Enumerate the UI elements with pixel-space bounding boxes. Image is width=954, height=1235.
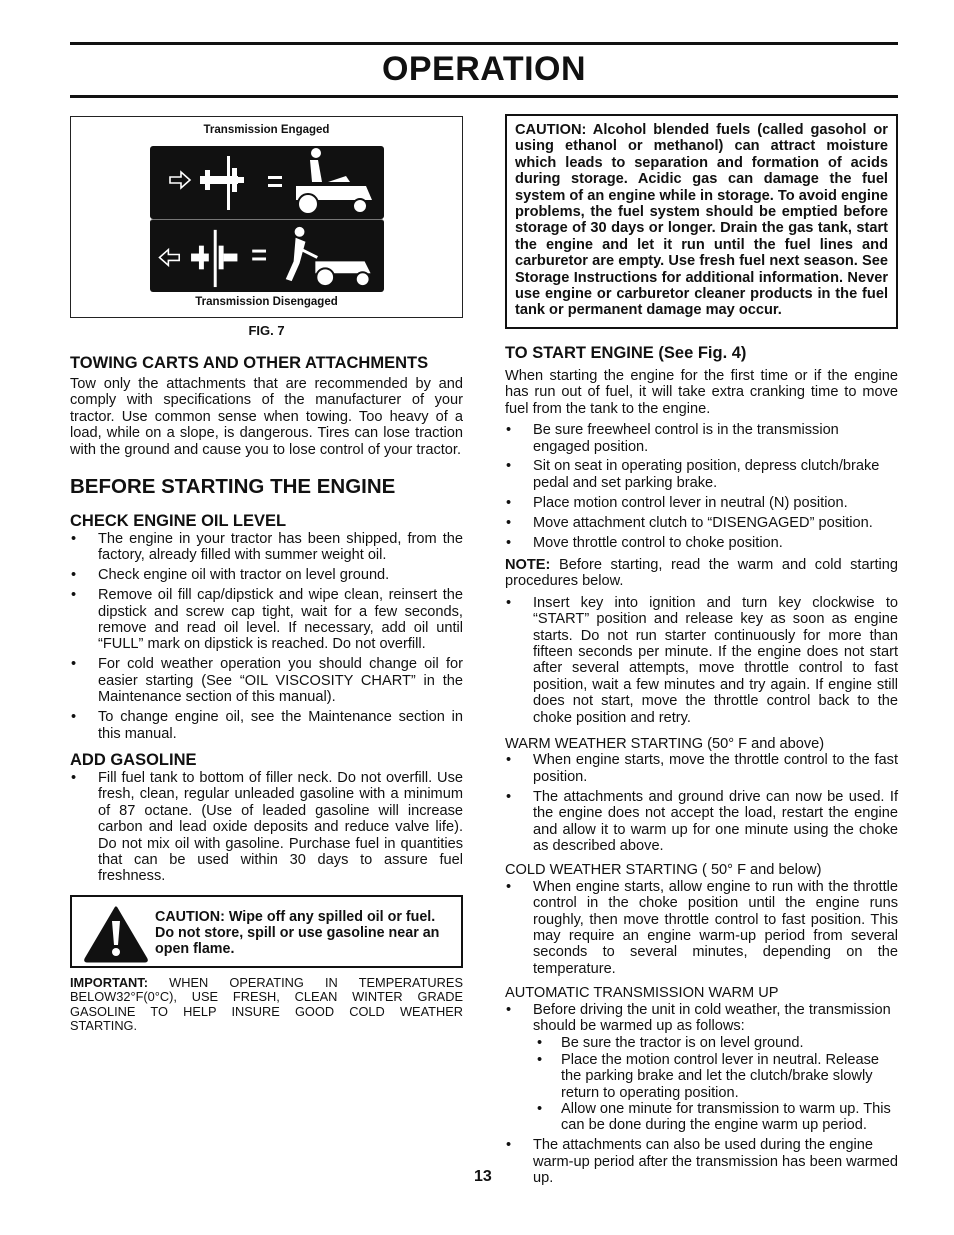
list-item: • Move attachment clutch to “DISENGAGED” position. (505, 515, 898, 531)
transmission-disengaged-icon (150, 220, 384, 292)
figure-7 (70, 116, 463, 318)
heading-cold-weather: COLD WEATHER STARTING ( 50° F and below) (505, 862, 822, 879)
list-item: • Fill fuel tank to bottom of filler neck. Do not overfill. Use fresh, clean, regular unleaded gasoline with a minimum of 87 octane. (Use of leaded gasoline will increase carbon and lead oxide deposits and reduce valve life). Do not mix oil with gasoline. Purchase fuel in quantities that can be used within 30 days to assure fuel freshness. (70, 770, 463, 885)
list-item: • The attachments and ground drive can now be used. If the engine does not accept the load, restart the engine and allow it to warm up for one minute using the choke as described above. (505, 789, 898, 855)
list-item: • Move throttle control to choke position. (505, 535, 898, 551)
sub-list-item: • Be sure the tractor is on level ground. (533, 1035, 898, 1051)
note-text: Before starting, read the warm and cold starting procedures below. (505, 556, 898, 590)
left-column (70, 116, 463, 1033)
start-list (505, 422, 898, 551)
heading-warm-weather: WARM WEATHER STARTING (50° F and above) (505, 736, 825, 752)
list-item: • When engine starts, allow engine to run with the throttle control in the choke position until the engine runs roughly, then move throttle control to fast position. This may require an engine warm-up period from several seconds to several minutes, depending on the temperature. (505, 879, 898, 977)
heading-auto-transmission: AUTOMATIC TRANSMISSION WARM UP (505, 985, 779, 1002)
start-list-2 (505, 595, 898, 726)
page-number: 13 (474, 1168, 492, 1185)
note-label: NOTE: (505, 556, 551, 573)
list-item: • Place motion control lever in neutral (N) position. (505, 495, 898, 511)
important-text: WHEN OPERATING IN TEMPERATURES BELOW32°F(0°C), USE FRESH, CLEAN WINTER GRADE GASOLINE TO HELP INSURE GOOD COLD WEATHER STARTING. (70, 974, 463, 1033)
caution-alcohol-text: CAUTION: Alcohol blended fuels (called gasohol or using ethanol or methanol) can attract moisture which leads to separation and formation of acids during storage. Acidic gas can damage the fuel system of an engine while in storage. To avoid engine problems, the fuel system should be emptied before storage of 30 days or longer. Drain the gas tank, start the engine and let it run until the fuel lines and carburetor are empty. Use fresh fuel next season. See Storage Instructions for additional information. Never use engine or carburetor cleaner products in the fuel tank or permanent damage may occur. (515, 122, 888, 319)
warning-triangle-icon (83, 905, 149, 963)
disengaged-illustration (150, 219, 384, 292)
towing-text: Tow only the attachments that are recommended by and comply with specifications of the manufacturer of your tractor. Use common sense when towing. Too heavy of a load, while on a slope, is dangerous. Tires can lose traction with the ground and cause you to lose control of your tractor. (70, 376, 463, 458)
caution-spill-text: CAUTION: Wipe off any spilled oil or fuel. Do not store, spill or use gasoline near an open flame. (155, 908, 440, 957)
header-rule-bottom (70, 95, 898, 98)
heading-check-oil: CHECK ENGINE OIL LEVEL (70, 512, 287, 531)
heading-towing: TOWING CARTS AND OTHER ATTACHMENTS (70, 354, 429, 372)
list-item: • Be sure freewheel control is in the transmission engaged position. (505, 422, 898, 455)
caution-alcohol-box (505, 114, 898, 329)
auto-sub-list (533, 1035, 898, 1133)
figure-label: FIG. 7 (248, 323, 285, 338)
list-item: • The attachments can also be used during the engine warm-up period after the transmission has been warmed up. (505, 1137, 898, 1186)
sub-list-item: • Place the motion control lever in neutral. Release the parking brake and let the clutch/brake slowly return to operating position. (533, 1052, 898, 1101)
page-title: OPERATION (381, 50, 587, 88)
list-item: • When engine starts, move the throttle control to the fast position. (505, 752, 898, 785)
warm-list (505, 752, 898, 854)
list-item (505, 1002, 898, 1134)
heading-add-gasoline: ADD GASOLINE (70, 750, 197, 769)
list-item: • Sit on seat in operating position, depress clutch/brake pedal and set parking brake. (505, 458, 898, 491)
transmission-engaged-icon (150, 146, 384, 219)
oil-list (70, 531, 463, 742)
list-item: • For cold weather operation you should change oil for easier starting (See “OIL VISCOSITY CHART” in the Maintenance section of this manual). (70, 656, 463, 705)
engaged-illustration (150, 146, 384, 219)
auto-list (505, 1002, 898, 1187)
list-item: • To change engine oil, see the Maintenance section in this manual. (70, 709, 463, 742)
sub-list-item: • Allow one minute for transmission to warm up. This can be done during the engine warm up period. (533, 1101, 898, 1134)
list-item: • Remove oil fill cap/dipstick and wipe clean, reinsert the dipstick and screw cap tight, wait for a few seconds, remove and read oil level. If necessary, add oil until “FULL” mark on dipstick is reached. Do not overfill. (70, 587, 463, 653)
cold-list (505, 879, 898, 977)
heading-to-start-engine: TO START ENGINE (See Fig. 4) (505, 343, 747, 362)
auto-intro: Before driving the unit in cold weather, the transmission should be warmed up as follows: (533, 1001, 891, 1034)
caution-spill-box (70, 895, 463, 968)
caption-transmission-disengaged: Transmission Disengaged (195, 296, 338, 308)
gas-list (70, 770, 463, 885)
important-label: IMPORTANT: (70, 974, 148, 990)
list-item: • Insert key into ignition and turn key clockwise to “START” position and release key as soon as engine starts. Do not run starter continuously for more than fifteen seconds per minute. If the engine does not start after several attempts, move throttle control to fast position, wait a few minutes and try again. If engine still does not start, move the throttle control back to the choke position and retry. (505, 595, 898, 726)
right-column (505, 114, 898, 1190)
caption-transmission-engaged: Transmission Engaged (203, 124, 330, 136)
heading-before-starting: BEFORE STARTING THE ENGINE (70, 475, 396, 499)
header-rule-top (70, 42, 898, 45)
start-note (505, 557, 898, 590)
start-intro: When starting the engine for the first time or if the engine has run out of fuel, it will take extra cranking time to move fuel from the tank to the engine. (505, 367, 898, 417)
list-item: • The engine in your tractor has been shipped, from the factory, already filled with summer weight oil. (70, 531, 463, 564)
list-item: • Check engine oil with tractor on level ground. (70, 567, 463, 583)
important-note (70, 976, 463, 1034)
